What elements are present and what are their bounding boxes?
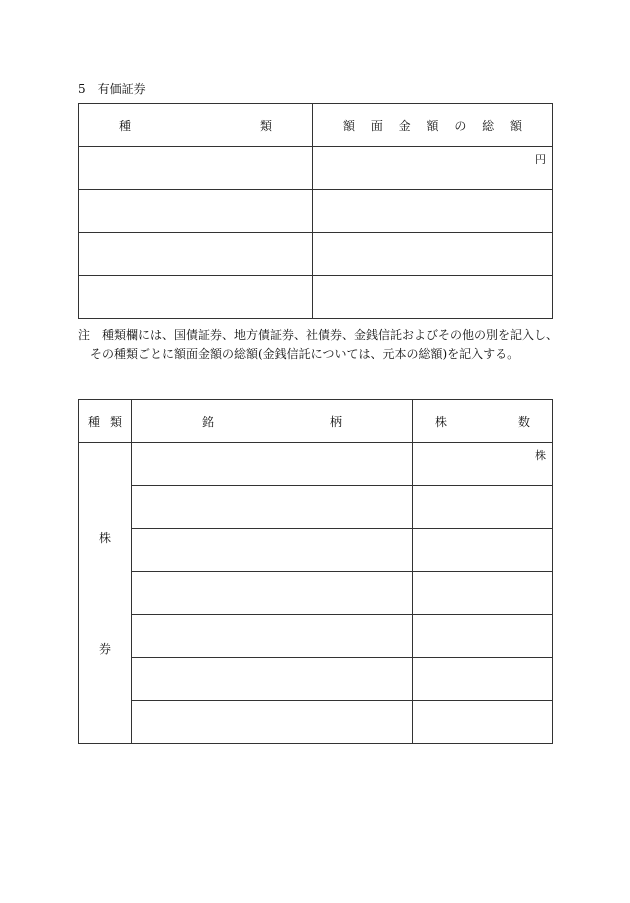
section-title: 5 有価証券 xyxy=(78,82,146,96)
count-cell[interactable] xyxy=(413,615,553,658)
table-row xyxy=(79,486,553,529)
count-cell[interactable] xyxy=(413,572,553,615)
name-cell[interactable] xyxy=(132,443,413,486)
table-row xyxy=(79,658,553,701)
unit-yen: 円 xyxy=(535,153,546,166)
name-cell[interactable] xyxy=(132,486,413,529)
table-row xyxy=(79,190,553,233)
header-count xyxy=(413,400,553,443)
table-row xyxy=(79,147,553,190)
header-name-char: 柄 xyxy=(329,414,342,429)
header-amount-char: 額 xyxy=(426,118,439,133)
name-cell[interactable] xyxy=(132,658,413,701)
table-row xyxy=(79,615,553,658)
header-amount-char: 額 xyxy=(343,118,356,133)
amount-cell[interactable] xyxy=(313,190,553,233)
kind-cell[interactable] xyxy=(79,147,313,190)
count-cell[interactable] xyxy=(413,486,553,529)
table-row xyxy=(79,529,553,572)
amount-cell[interactable] xyxy=(313,233,553,276)
count-cell[interactable] xyxy=(413,443,553,486)
count-cell[interactable] xyxy=(413,701,553,744)
header-amount-char: 額 xyxy=(509,118,522,133)
table-row xyxy=(79,276,553,319)
header-name-char: 銘 xyxy=(202,414,215,429)
note-line-1: 注 種類欄には、国債証券、地方債証券、社債券、金銭信託およびその他の別を記入し、 xyxy=(78,328,559,342)
stock-kind-char: 株 xyxy=(98,531,111,545)
note-line-2: その種類ごとに額面金額の総額(金銭信託については、元本の総額)を記入する。 xyxy=(90,347,520,361)
table-header-row xyxy=(79,400,553,443)
name-cell[interactable] xyxy=(132,701,413,744)
name-cell[interactable] xyxy=(132,615,413,658)
kind-cell[interactable] xyxy=(79,276,313,319)
stocks-table xyxy=(78,399,553,744)
header-kind xyxy=(79,400,132,443)
header-amount-char: 面 xyxy=(370,118,383,133)
header-count-char: 数 xyxy=(517,414,530,429)
name-cell[interactable] xyxy=(132,529,413,572)
count-cell[interactable] xyxy=(413,529,553,572)
header-amount-char: 総 xyxy=(482,118,495,133)
kind-cell[interactable] xyxy=(79,233,313,276)
stock-kind-cell xyxy=(79,443,132,744)
header-name xyxy=(132,400,413,443)
amount-cell[interactable] xyxy=(313,147,553,190)
header-kind-char: 類 xyxy=(109,414,122,429)
header-kind xyxy=(79,104,313,147)
kind-cell[interactable] xyxy=(79,190,313,233)
header-amount xyxy=(313,104,553,147)
table-row xyxy=(79,572,553,615)
name-cell[interactable] xyxy=(132,572,413,615)
note xyxy=(78,326,578,364)
table-header-row xyxy=(79,104,553,147)
header-amount-char: 金 xyxy=(398,118,411,133)
header-kind-char: 類 xyxy=(259,118,272,133)
table-row xyxy=(79,701,553,744)
securities-table xyxy=(78,103,553,319)
header-kind-char: 種 xyxy=(88,414,101,429)
unit-shares: 株 xyxy=(535,449,546,462)
stock-kind-char: 券 xyxy=(98,642,111,656)
table-row xyxy=(79,233,553,276)
count-cell[interactable] xyxy=(413,658,553,701)
header-count-char: 株 xyxy=(435,414,448,429)
amount-cell[interactable] xyxy=(313,276,553,319)
table-row xyxy=(79,443,553,486)
header-amount-char: の xyxy=(454,118,467,133)
header-kind-char: 種 xyxy=(119,118,132,133)
